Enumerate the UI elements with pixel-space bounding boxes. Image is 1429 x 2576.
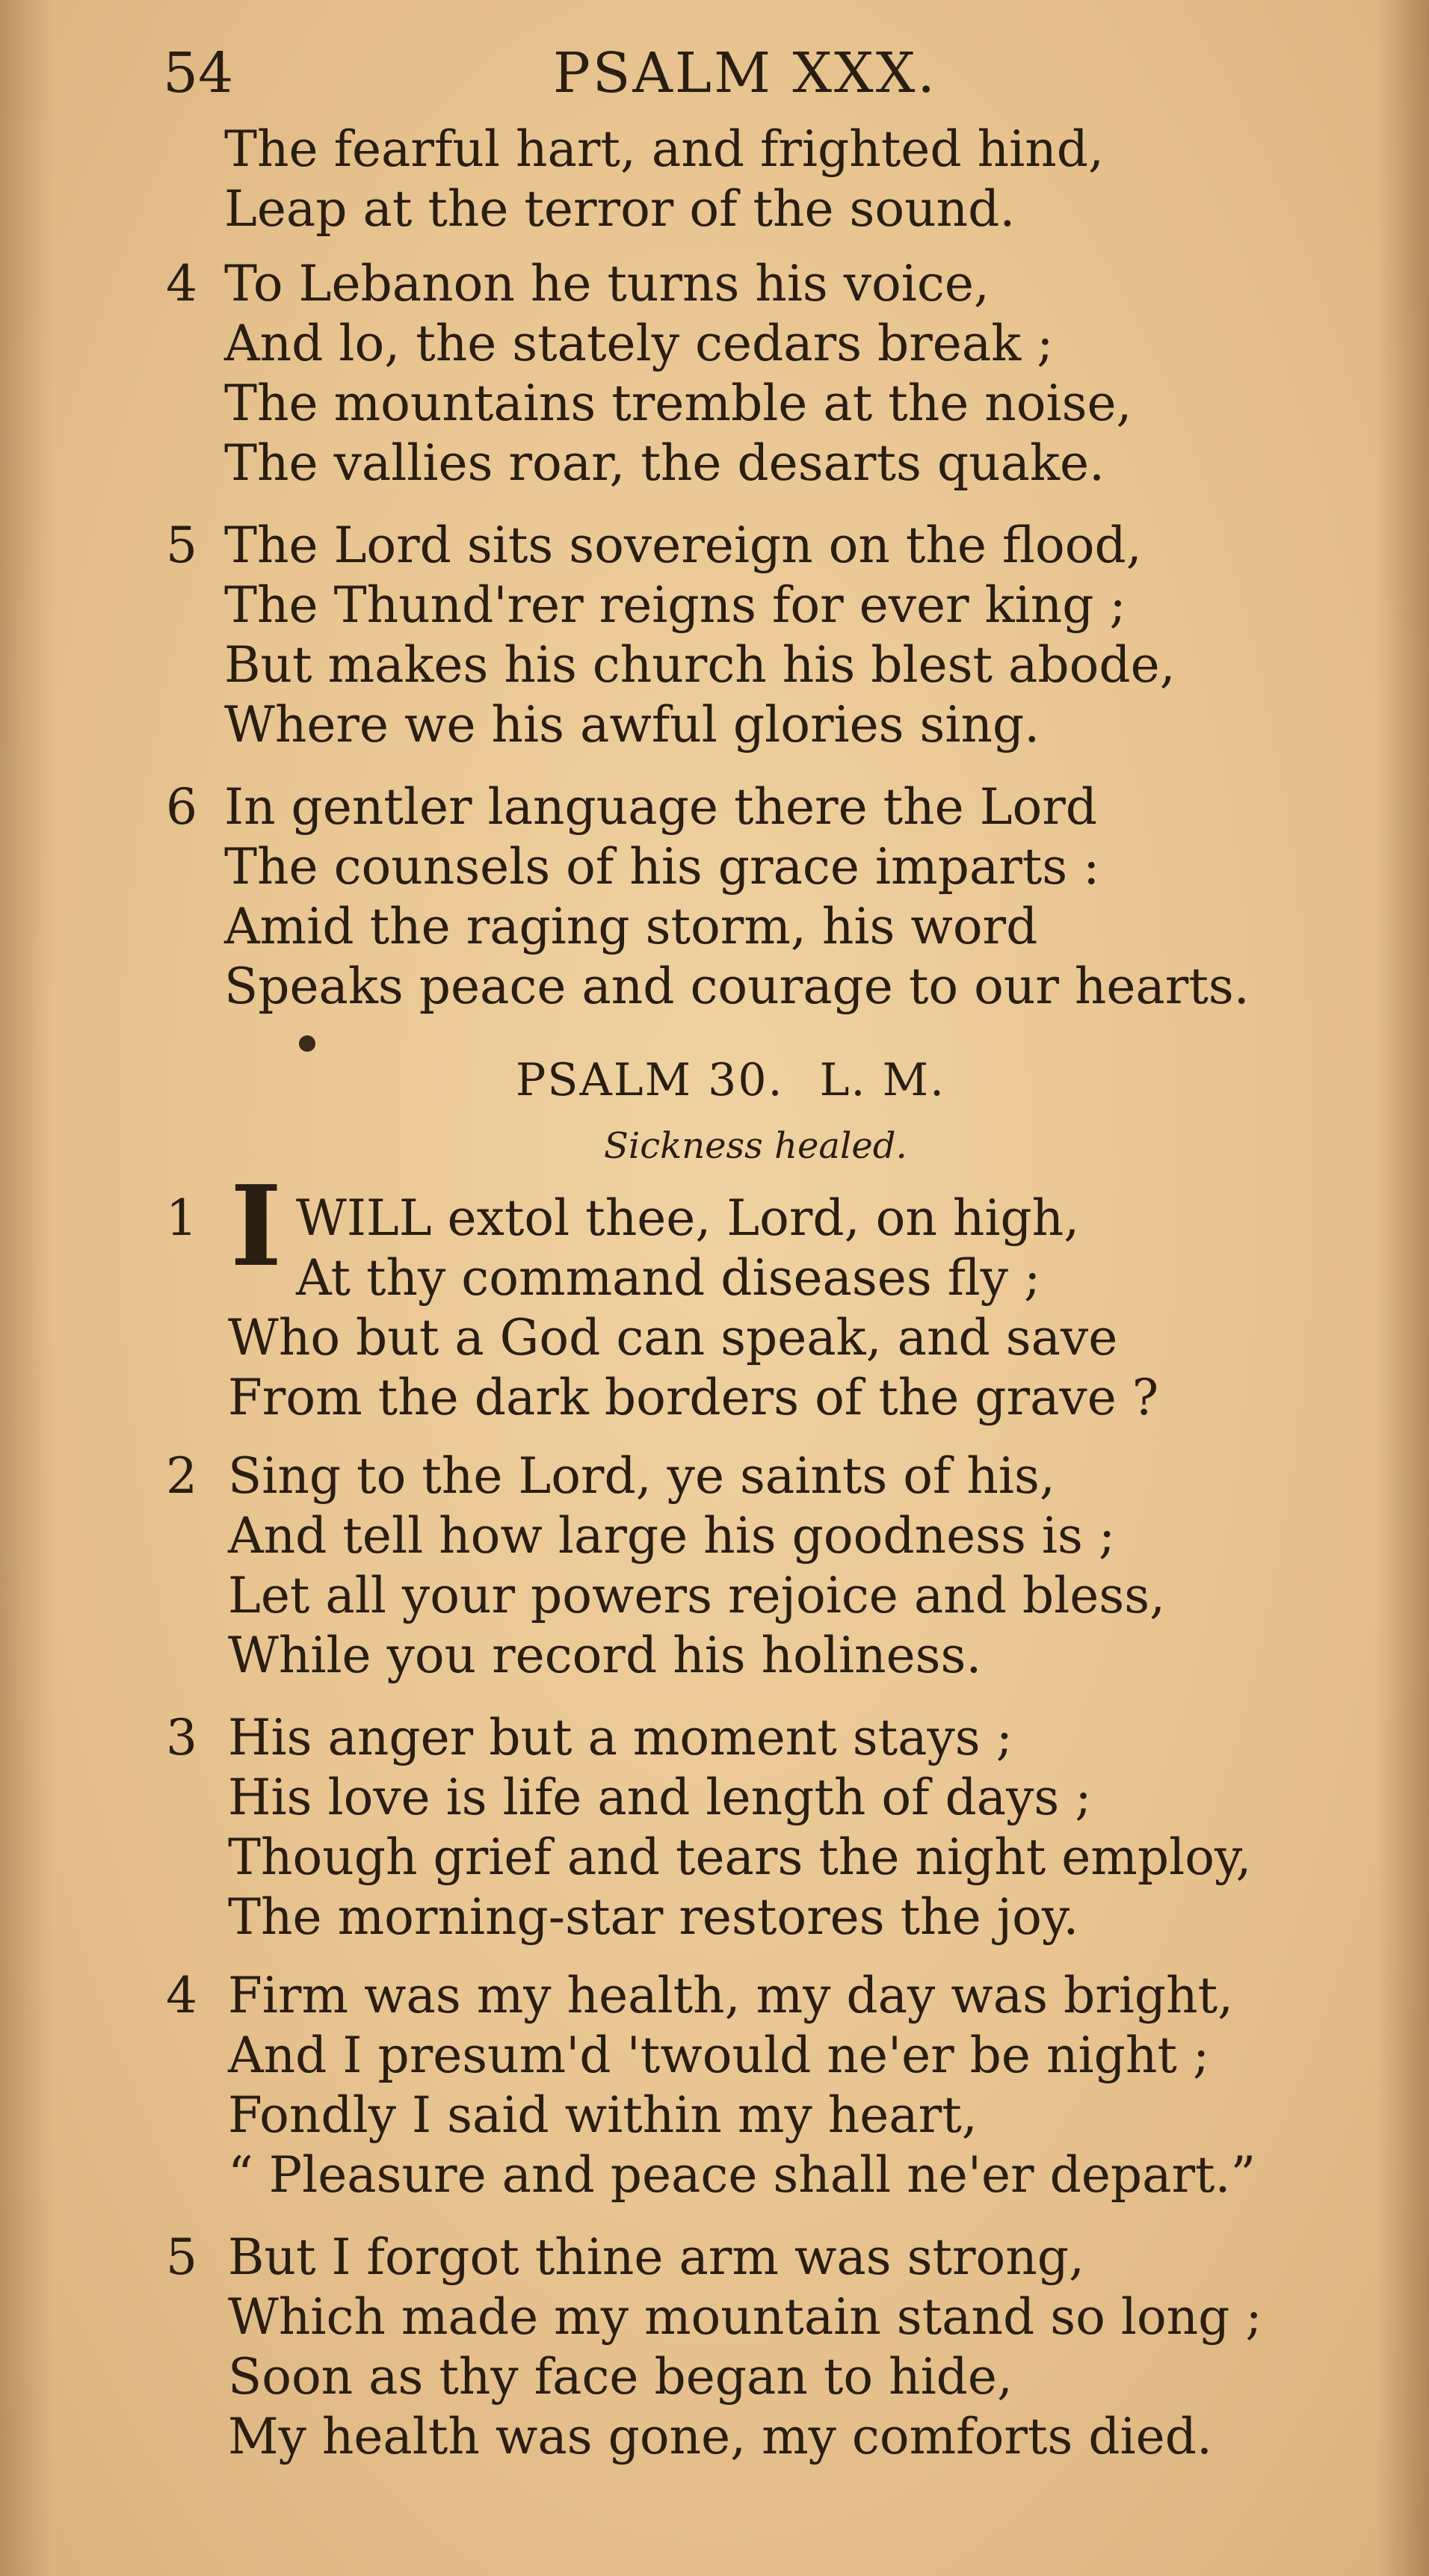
hymn-line: The morning-star restores the joy. (228, 1888, 1079, 1946)
hymn-line: “ Pleasure and peace shall ne'er depart.” (228, 2146, 1256, 2204)
hymn-line: His anger but a moment stays ; (228, 1709, 1013, 1766)
page-header (0, 41, 1429, 116)
verse-number: 4 (166, 255, 197, 312)
hymn-line: Which made my mountain stand so long ; (228, 2288, 1262, 2346)
verse-number: 6 (166, 778, 197, 836)
running-title: PSALM XXX. (553, 41, 937, 105)
hymn-line: And I presum'd 'twould ne'er be night ; (228, 2027, 1210, 2084)
drop-cap: I (230, 1161, 283, 1291)
hymn-line: To Lebanon he turns his voice, (224, 255, 990, 312)
page-edge-right (1377, 0, 1429, 2576)
hymn-line: Let all your powers rejoice and bless, (228, 1567, 1166, 1624)
hymn-line: The counsels of his grace imparts : (224, 838, 1100, 896)
hymn-line: Sing to the Lord, ye saints of his, (228, 1447, 1055, 1505)
page-number: 54 (163, 41, 234, 105)
hymn-line: But I forgot thine arm was strong, (228, 2228, 1085, 2286)
hymn-line: The Thund'rer reigns for ever king ; (224, 576, 1126, 634)
hymn-line: Soon as thy face began to hide, (228, 2348, 1013, 2406)
hymn-line: Leap at the terror of the sound. (224, 180, 1016, 238)
hymn-line: WILL extol thee, Lord, on high, (296, 1189, 1080, 1247)
hymn-line: Fondly I said within my heart, (228, 2086, 978, 2144)
hymn-line: The mountains tremble at the noise, (224, 375, 1132, 432)
verse-number: 5 (166, 2228, 197, 2286)
verse-number: 5 (166, 517, 197, 574)
hymn-line: While you record his holiness. (228, 1627, 982, 1684)
verse-number: 2 (166, 1447, 197, 1505)
hymn-line: Firm was my health, my day was bright, (228, 1967, 1234, 2024)
hymn-line: The Lord sits sovereign on the flood, (224, 517, 1142, 574)
psalm-number: PSALM 30. (516, 1054, 784, 1106)
hymn-line: From the dark borders of the grave ? (228, 1369, 1159, 1426)
hymn-line: Where we his awful glories sing. (224, 696, 1040, 754)
hymn-line: In gentler language there the Lord (224, 778, 1098, 836)
hymn-line: Speaks peace and courage to our hearts. (224, 958, 1250, 1015)
verse-number: 1 (166, 1189, 197, 1247)
hymn-line: And lo, the stately cedars break ; (224, 315, 1054, 372)
hymn-line: His love is life and length of days ; (228, 1769, 1092, 1826)
verse-number: 3 (166, 1709, 197, 1766)
hymn-line: Amid the raging storm, his word (224, 898, 1038, 955)
hymn-line: But makes his church his blest abode, (224, 636, 1176, 694)
page-edge-left (0, 0, 52, 2576)
hymn-line: My health was gone, my comforts died. (228, 2408, 1212, 2465)
hymn-line: And tell how large his goodness is ; (228, 1507, 1116, 1565)
hymn-line: The fearful hart, and frighted hind, (224, 120, 1104, 178)
verse-number: 4 (166, 1967, 197, 2024)
hymn-line: Who but a God can speak, and save (228, 1309, 1118, 1366)
psalm-subtitle: Sickness healed. (604, 1125, 907, 1167)
hymn-line: At thy command diseases fly ; (296, 1249, 1041, 1307)
ink-spot (299, 1035, 315, 1052)
hymn-line: Though grief and tears the night employ, (228, 1828, 1252, 1886)
hymn-line: The vallies roar, the desarts quake. (224, 434, 1105, 492)
meter-label: L. M. (819, 1054, 946, 1106)
psalm-heading (516, 1054, 981, 1106)
